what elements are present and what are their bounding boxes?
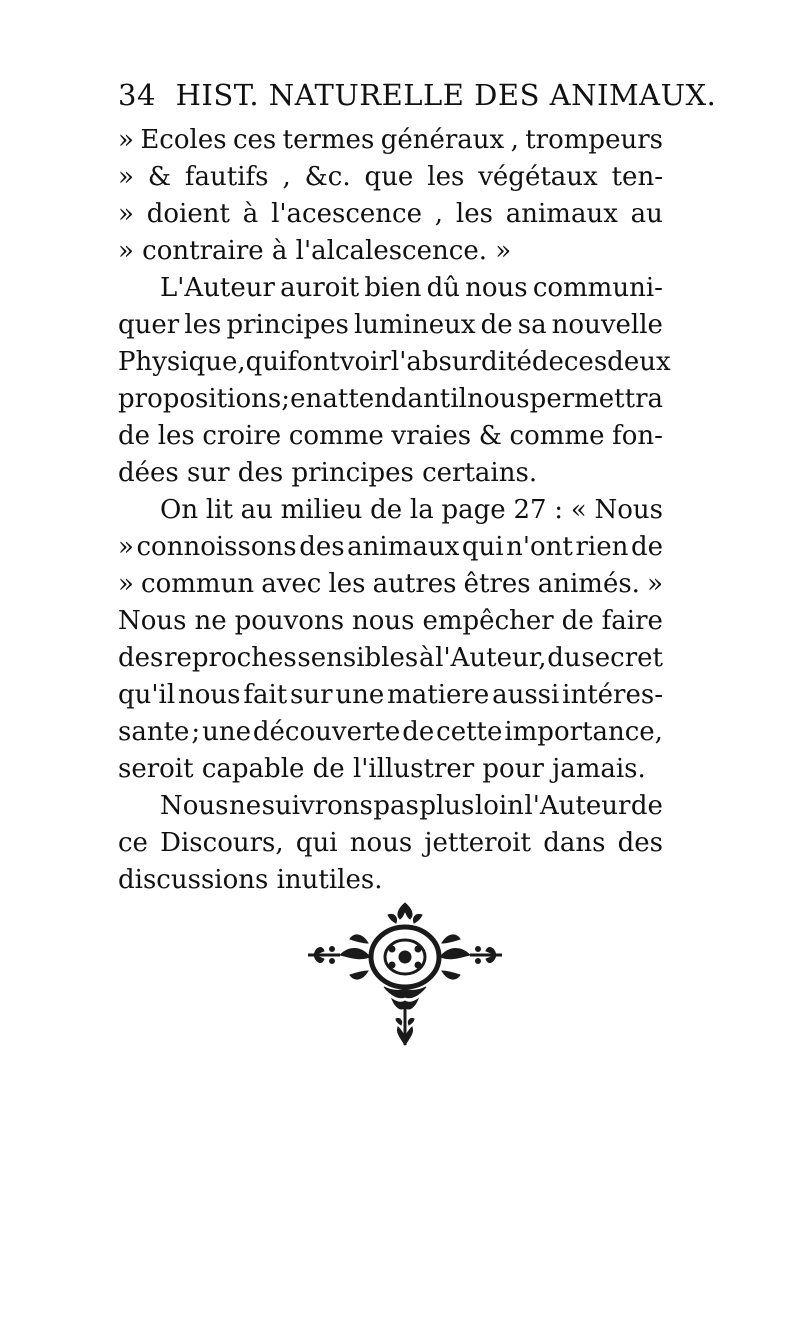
text-line: L'Auteur auroit bien dû nous communi-: [160, 273, 663, 303]
text-line: » Ecoles ces termes généraux , trompeurs: [118, 125, 663, 155]
body-text: [118, 122, 671, 899]
text-line: des reproches sensibles à l'Auteur, du secret: [118, 643, 663, 673]
text-line: ce Discours, qui nous jetteroit dans des: [118, 828, 663, 858]
text-line: propositions ; en attendant il nous permettra: [118, 384, 663, 414]
text-line: Nous ne pouvons nous empêcher de faire: [118, 606, 663, 636]
text-line: » commun avec les autres êtres animés. »: [118, 569, 663, 599]
text-line: Nous ne suivrons pas plus loin l'Auteur de: [160, 791, 663, 821]
text-line: Physique,qui font voir l'absurdité de ces deux: [118, 347, 671, 377]
text-line: On lit au milieu de la page 27 : « Nous: [160, 495, 663, 525]
text-line: sante ; une découverte de cette importance,: [118, 717, 663, 747]
text-line: » doient à l'acescence , les animaux au: [118, 199, 663, 229]
running-title: HIST. NATURELLE DES ANIMAUX.: [175, 78, 717, 112]
text-line: » connoissons des animaux qui n'ont rien de: [118, 532, 663, 562]
text-line: » contraire à l'alcalescence. »: [118, 236, 512, 266]
text-line: qu'il nous fait sur une matiere aussi intéres-: [118, 680, 663, 710]
text-line: » & fautifs , &c. que les végétaux ten-: [118, 162, 663, 192]
text-line: discussions inutiles.: [118, 865, 383, 895]
text-line: seroit capable de l'illustrer pour jamais.: [118, 754, 646, 784]
running-header: [118, 78, 717, 118]
text-line: dées sur des principes certains.: [118, 458, 538, 488]
floral-ornament-icon: [300, 895, 510, 1055]
text-line: quer les principes lumineux de sa nouvelle: [118, 310, 663, 340]
page-number: 34: [118, 78, 156, 112]
text-line: de les croire comme vraies & comme fon-: [118, 421, 663, 451]
